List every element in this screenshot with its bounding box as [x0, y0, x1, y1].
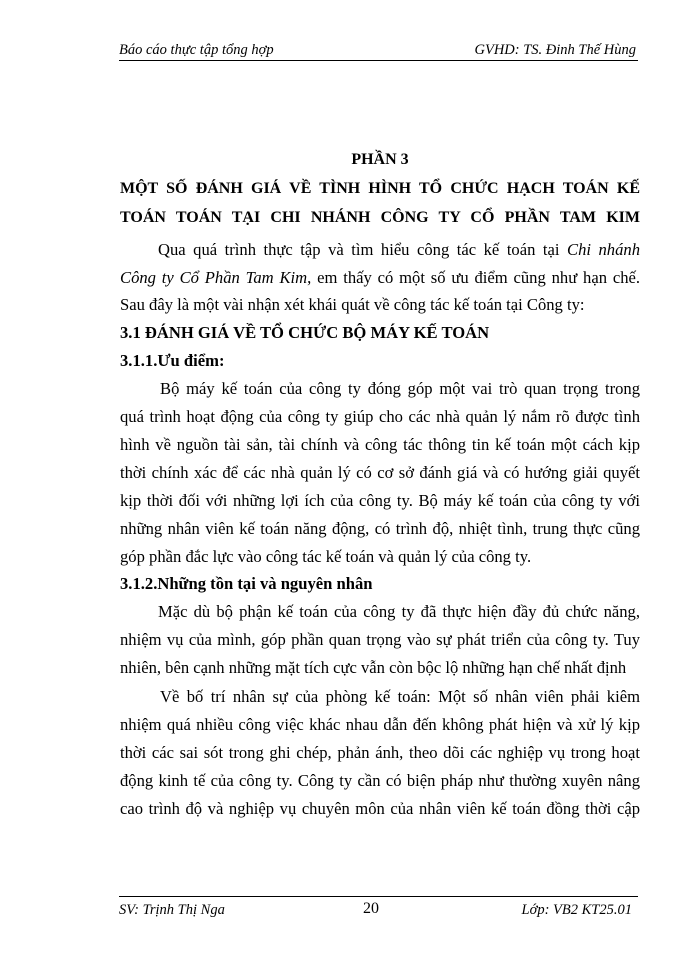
paragraph-line: Về bố trí nhân sự của phòng kế toán: Một số nhân viên phải kiêm [160, 687, 640, 706]
page-number: 20 [363, 900, 379, 917]
page-footer [119, 896, 638, 919]
section-3-1-heading: 3.1 ĐÁNH GIÁ VỀ TỔ CHỨC BỘ MÁY KẾ TOÁN [120, 323, 490, 342]
paragraph-line: nhiên, bên cạnh những mặt tích cực vẫn còn bộc lộ những hạn chế nhất định [120, 658, 627, 677]
part-label: PHẦN 3 [351, 151, 409, 168]
footer-student-name: SV: Trịnh Thị Nga [119, 902, 225, 918]
subsection-3-1-2-heading: 3.1.2.Những tồn tại và nguyên nhân [120, 574, 373, 593]
intro-branch-name-1: Chi nhánh [567, 240, 640, 259]
paragraph-line: thời các sai sót trong ghi chép, phản ánh, theo dõi các nghiệp vụ trong hoạt [120, 743, 640, 762]
paragraph-line: kịp thời đối với những lợi ích của công ty. Bộ máy kế toán của công ty với [120, 491, 640, 510]
header-report-title: Báo cáo thực tập tổng hợp [119, 42, 274, 58]
intro-text-1: Qua quá trình thực tập và tìm hiểu công tác kế toán tại [158, 240, 568, 259]
paragraph-line: Mặc dù bộ phận kế toán của công ty đã thực hiện đầy đủ chức năng, [158, 602, 640, 621]
page-header [119, 40, 638, 61]
intro-line-3: Sau đây là một vài nhận xét khái quát về công tác kế toán tại Công ty: [120, 295, 585, 314]
paragraph-line: động kinh tế của công ty. Công ty cần có biện pháp như thường xuyên nâng [120, 771, 640, 790]
header-supervisor: GVHD: TS. Đinh Thế Hùng [474, 42, 636, 58]
footer-class: Lớp: VB2 KT25.01 [521, 902, 632, 918]
part-title-line-1: MỘT SỐ ĐÁNH GIÁ VỀ TÌNH HÌNH TỔ CHỨC HẠCH TOÁN KẾ [120, 180, 640, 197]
paragraph-line: góp phần đắc lực vào công tác kế toán và quản lý của công ty. [120, 547, 532, 566]
intro-text-2: , em thấy có một số ưu điểm cũng như hạn chế. [307, 268, 640, 287]
part-title-line-2: TOÁN TOÁN TẠI CHI NHÁNH CÔNG TY CỔ PHẦN TAM KIM [120, 209, 640, 226]
paragraph-line: Bộ máy kế toán của công ty đóng góp một vai trò quan trọng trong [160, 379, 640, 398]
paragraph-line: nhiệm vụ của mình, góp phần quan trọng vào sự phát triển của công ty. Tuy [120, 630, 640, 649]
paragraph-line: những nhân viên kế toán năng động, có trình độ, nhiệt tình, trung thực cũng [120, 519, 640, 538]
subsection-3-1-1-heading: 3.1.1.Ưu điểm: [120, 351, 225, 370]
intro-branch-name-2: Công ty Cổ Phần Tam Kim [120, 268, 308, 287]
paragraph-line: nhiệm quá nhiều công việc khác nhau dẫn đến không phát hiện và xử lý kịp [120, 715, 640, 734]
paragraph-line: quá trình hoạt động của công ty giúp cho các nhà quản lý nắm rõ được tình [120, 407, 640, 426]
intro-line-1 [120, 240, 640, 260]
paragraph-line: thời chính xác để các nhà quản lý có cơ sở đánh giá và có hướng giải quyết [120, 463, 640, 482]
paragraph-line: hình về nguồn tài sản, tài chính và công tác thông tin kế toán một cách kịp [120, 435, 640, 454]
paragraph-line: cao trình độ và nghiệp vụ chuyên môn của nhân viên kế toán đồng thời cập [120, 799, 640, 818]
intro-line-2 [120, 268, 640, 288]
